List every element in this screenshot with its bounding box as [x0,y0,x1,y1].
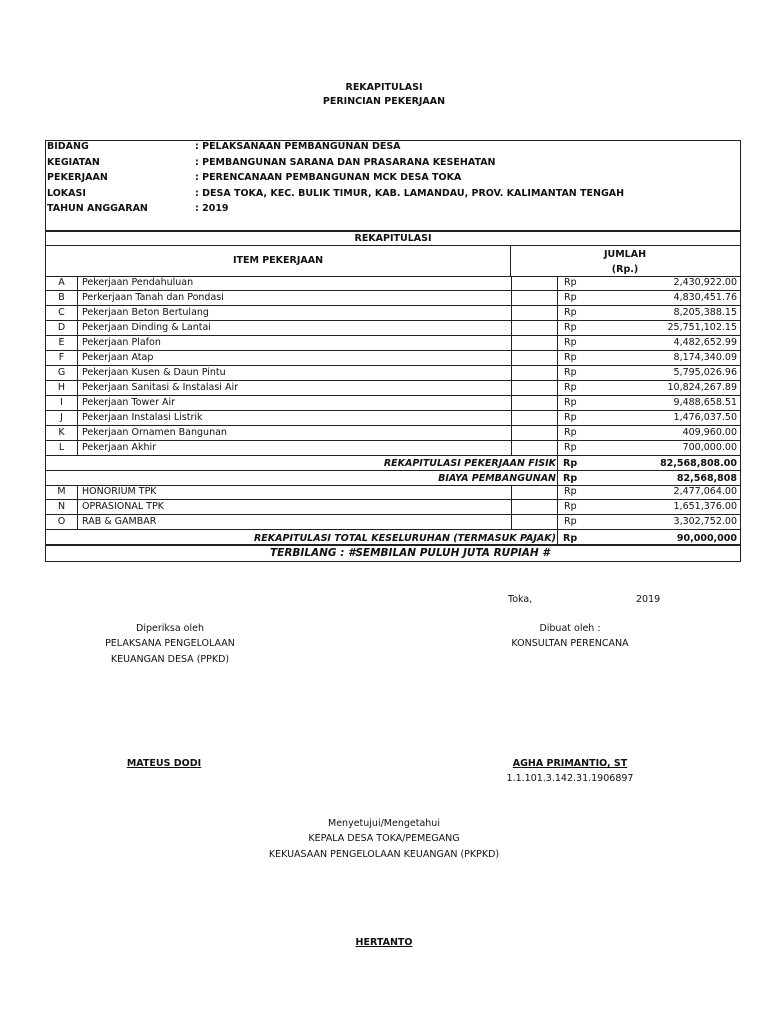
row-item: HONORIUM TPK [82,486,157,497]
col-separator [557,291,558,306]
row-amount: 700,000.00 [682,442,737,453]
total-label: REKAPITULASI TOTAL KESELURUHAN (TERMASUK PAJAK) [253,533,556,544]
left-caption: Diperiksa oleh [136,623,204,634]
table-divider [46,245,740,246]
col-separator [511,485,512,500]
biaya-label: BIAYA PEMBANGUNAN [438,473,556,484]
right-name: AGHA PRIMANTIO, ST [512,758,628,769]
table-row [46,396,740,411]
col-separator [77,321,78,336]
total-amount: 90,000,000 [676,533,737,544]
row-currency: Rp [564,322,577,333]
row-currency: Rp [564,292,577,303]
terbilang-text: TERBILANG : #SEMBILAN PULUH JUTA RUPIAH # [270,547,550,559]
col-separator [77,351,78,366]
col-separator [557,381,558,396]
row-code: G [57,367,66,378]
table-section-title: REKAPITULASI [354,233,432,244]
info-label: LOKASI [47,187,86,199]
row-item: Pekerjaan Ornamen Bangunan [82,427,227,438]
table-row [46,411,740,426]
info-value: : 2019 [195,203,229,214]
row-amount: 8,205,388.15 [673,307,737,318]
row-amount: 1,476,037.50 [673,412,737,423]
col-separator [557,500,558,515]
row-code: M [57,486,66,497]
row-item: Pekerjaan Pendahuluan [82,277,194,288]
row-item: Perkerjaan Tanah dan Pondasi [82,292,224,303]
table-row [46,500,740,515]
col-separator [77,291,78,306]
col-separator [557,485,558,500]
col-header-item: ITEM PEKERJAAN [232,255,324,266]
col-separator [511,396,512,411]
subtotal-currency: Rp [563,458,578,469]
table-row [46,441,740,456]
table-row [46,381,740,396]
col-separator [511,336,512,351]
info-label: TAHUN ANGGARAN [47,203,148,214]
info-label: BIDANG [47,141,89,152]
right-id: 1.1.101.3.142.31.1906897 [506,773,634,784]
row-item: Pekerjaan Instalasi Listrik [82,412,203,423]
info-value: : PELAKSANAAN PEMBANGUNAN DESA [195,141,401,152]
info-value: : PERENCANAAN PEMBANGUNAN MCK DESA TOKA [195,172,462,183]
col-header-unit: (Rp.) [611,264,639,275]
col-separator [511,366,512,381]
col-separator [511,351,512,366]
col-separator [511,411,512,426]
row-currency: Rp [564,412,577,423]
table-row [46,351,740,366]
row-amount: 9,488,658.51 [673,397,737,408]
col-separator [557,366,558,381]
left-role-1: PELAKSANA PENGELOLAAN [105,638,235,649]
row-item: Pekerjaan Tower Air [82,397,176,408]
table-row [46,336,740,351]
row-code: F [58,352,65,363]
col-separator [557,455,558,485]
bottom-caption: Menyetujui/Mengetahui [328,818,440,829]
row-item: Pekerjaan Plafon [82,337,161,348]
doc-subtitle: PERINCIAN PEKERJAAN [322,96,446,107]
row-item: Pekerjaan Atap [82,352,154,363]
col-separator [557,321,558,336]
row-currency: Rp [564,397,577,408]
row-amount: 4,830,451.76 [673,292,737,303]
col-separator [557,411,558,426]
row-amount: 5,795,026.96 [673,367,737,378]
row-code: C [58,307,65,318]
row-amount: 25,751,102.15 [667,322,737,333]
table-row [46,366,740,381]
table-row [46,306,740,321]
row-amount: 3,302,752.00 [673,516,737,527]
row-currency: Rp [564,486,577,497]
table-row [46,485,740,500]
row-amount: 2,430,922.00 [673,277,737,288]
row-code: H [57,382,66,393]
bottom-role-2: KEKUASAAN PENGELOLAAN KEUANGAN (PKPKD) [268,849,500,860]
col-separator [511,306,512,321]
col-separator [77,336,78,351]
row-currency: Rp [564,307,577,318]
col-separator [77,500,78,515]
col-separator [77,381,78,396]
row-amount: 409,960.00 [682,427,737,438]
bottom-role-1: KEPALA DESA TOKA/PEMEGANG [308,833,460,844]
table-row [46,291,740,306]
row-code: D [57,322,66,333]
col-separator [511,276,512,291]
row-currency: Rp [564,382,577,393]
subtotal-label: REKAPITULASI PEKERJAAN FISIK [383,458,556,469]
col-separator [557,515,558,530]
col-separator [77,426,78,441]
sign-year: 2019 [636,594,661,605]
row-amount: 10,824,267.89 [667,382,737,393]
right-caption: Dibuat oleh : [539,623,601,634]
col-separator [77,366,78,381]
row-code: J [60,412,63,423]
col-separator [77,485,78,500]
row-item: RAB & GAMBAR [82,516,157,527]
row-code: K [58,427,65,438]
right-role: KONSULTAN PERENCANA [511,638,629,649]
row-item: Pekerjaan Akhir [82,442,157,453]
row-currency: Rp [564,501,577,512]
col-separator [511,500,512,515]
col-separator [557,276,558,291]
row-currency: Rp [564,442,577,453]
doc-title: REKAPITULASI [345,82,423,93]
col-header-jumlah: JUMLAH [603,249,647,260]
row-code: B [58,292,65,303]
row-code: A [58,277,65,288]
col-separator [557,336,558,351]
row-item: OPRASIONAL TPK [82,501,164,512]
row-currency: Rp [564,367,577,378]
header-separator [510,245,511,276]
col-separator [511,515,512,530]
col-separator [557,441,558,456]
info-value: : PEMBANGUNAN SARANA DAN PRASARANA KESEHATAN [195,156,496,168]
col-separator [77,276,78,291]
row-code: L [58,442,65,453]
col-separator [557,351,558,366]
table-row [46,515,740,530]
row-code: E [58,337,65,348]
row-amount: 1,651,376.00 [673,501,737,512]
col-separator [511,321,512,336]
subtotal-amount: 82,568,808.00 [660,458,737,469]
col-separator [77,396,78,411]
row-item: Pekerjaan Kusen & Daun Pintu [82,367,226,378]
table-row [46,276,740,291]
col-separator [511,441,512,456]
row-currency: Rp [564,337,577,348]
col-separator [77,306,78,321]
left-role-2: KEUANGAN DESA (PPKD) [110,654,230,665]
row-code: I [60,397,63,408]
col-separator [77,441,78,456]
info-label: PEKERJAAN [47,172,108,183]
col-separator [557,426,558,441]
col-separator [77,411,78,426]
row-code: N [57,501,66,512]
row-item: Pekerjaan Dinding & Lantai [82,322,211,333]
row-code: O [57,516,66,527]
table-row [46,426,740,441]
bottom-name: HERTANTO [355,937,413,948]
row-currency: Rp [564,352,577,363]
biaya-currency: Rp [563,473,578,484]
col-separator [511,426,512,441]
row-currency: Rp [564,516,577,527]
row-amount: 8,174,340.09 [673,352,737,363]
col-separator [77,515,78,530]
col-separator [557,306,558,321]
left-name: MATEUS DODI [126,758,202,769]
table-row [46,321,740,336]
row-amount: 4,482,652.99 [673,337,737,348]
info-value: : DESA TOKA, KEC. BULIK TIMUR, KAB. LAMANDAU, PROV. KALIMANTAN TENGAH [195,187,625,199]
info-label: KEGIATAN [47,156,100,168]
col-separator [511,291,512,306]
col-separator [557,396,558,411]
col-separator [557,530,558,545]
row-currency: Rp [564,277,577,288]
row-item: Pekerjaan Sanitasi & Instalasi Air [82,382,238,393]
row-item: Pekerjaan Beton Bertulang [82,307,209,318]
row-amount: 2,477,064.00 [673,486,737,497]
col-separator [511,381,512,396]
total-currency: Rp [563,533,578,544]
row-currency: Rp [564,427,577,438]
row-line [46,470,740,471]
biaya-amount: 82,568,808 [676,473,737,484]
sign-place: Toka, [508,594,533,605]
info-box [45,140,741,231]
